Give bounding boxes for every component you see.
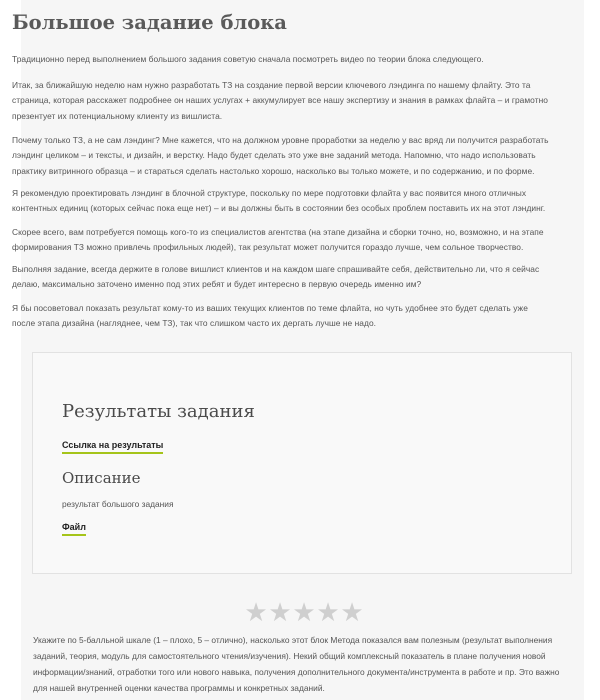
description-text: результат большого задания: [62, 499, 174, 509]
paragraph-intro: Традиционно перед выполнением большого задания советую сначала посмотреть видео по теории блока следующего.: [12, 54, 484, 64]
page-title: Большое задание блока: [12, 11, 287, 34]
results-panel: [32, 352, 572, 574]
star-rating: [244, 597, 364, 627]
results-link[interactable]: Ссылка на результаты: [62, 440, 163, 454]
star-icon[interactable]: ★: [292, 597, 316, 627]
results-heading: Результаты задания: [62, 401, 255, 422]
rating-instructions: Укажите по 5-балльной шкале (1 – плохо, 5 – отлично), насколько этот блок Метода показался вам полезным (результат выполнения заданий, теория, модуль для самостоятельного чтения/изучения). Некий общий комплексный показатель в плане получения новой информации/знаний, отработки того или нового навыка, получения дополнительного документа/инструмента в работе и пр. Это важно для нашей внутренней оценки качества программы и конкретных заданий.: [33, 635, 560, 693]
paragraph-task: Итак, за ближайшую неделю нам нужно разработать ТЗ на создание первой версии ключевого лэндинга по нашему флайту. Это та страница, которая расскажет подробнее он наших услугах + аккумулирует все нашу экспертизу и знания в рамках флайта – и грамотно презентует их потенциальному клиенту из вишлиста.: [12, 80, 548, 121]
paragraph-specialists: Скорее всего, вам потребуется помощь кого-то из специалистов агентства (на этапе дизайна и сборки точно, но, возможно, и на этапе формирования ТЗ можно привлечь профильных людей), так результат может получится гораздо лучше, чем сольное творчество.: [12, 227, 544, 253]
star-icon[interactable]: ★: [268, 597, 292, 627]
star-icon[interactable]: ★: [316, 597, 340, 627]
paragraph-block-structure: Я рекомендую проектировать лэндинг в блочной структуре, поскольку по мере подготовки флайта у вас появится много отличных контентных единиц (которых сейчас пока еще нет) – и вы должны быть в состоянии без особых проблем поставить их на этот лэндинг.: [12, 188, 546, 214]
paragraph-wishlist: Выполняя задание, всегда держите в голове вишлист клиентов и на каждом шаге спрашивайте себя, действительно ли, что я сейчас делаю, максимально заточено именно под этих ребят и будет интересно в первую очередь именно им?: [12, 264, 540, 290]
star-icon[interactable]: ★: [340, 597, 364, 627]
star-icon[interactable]: ★: [244, 597, 268, 627]
task-content: [12, 8, 552, 329]
paragraph-why-spec: Почему только ТЗ, а не сам лэндинг? Мне кажется, что на должном уровне проработки за неделю у вас вряд ли получится разработать лэндинг целиком – и тексты, и дизайн, и верстку. Надо будет сделать это уже вне заданий метода. Напомню, что надо использовать практику витринного образца – и стараться сделать настолько хорошо, насколько вы только можете, и по содержанию, и по форме.: [12, 135, 549, 176]
file-link[interactable]: Файл: [62, 522, 86, 536]
paragraph-show-result: Я бы посоветовал показать результат кому-то из ваших текущих клиентов по теме флайта, но чуть удобнее это будет сделать уже после этапа дизайна (нагляднее, чем ТЗ), так что слишком часто их дергать лучше не надо.: [12, 303, 528, 329]
description-heading: Описание: [62, 469, 141, 487]
